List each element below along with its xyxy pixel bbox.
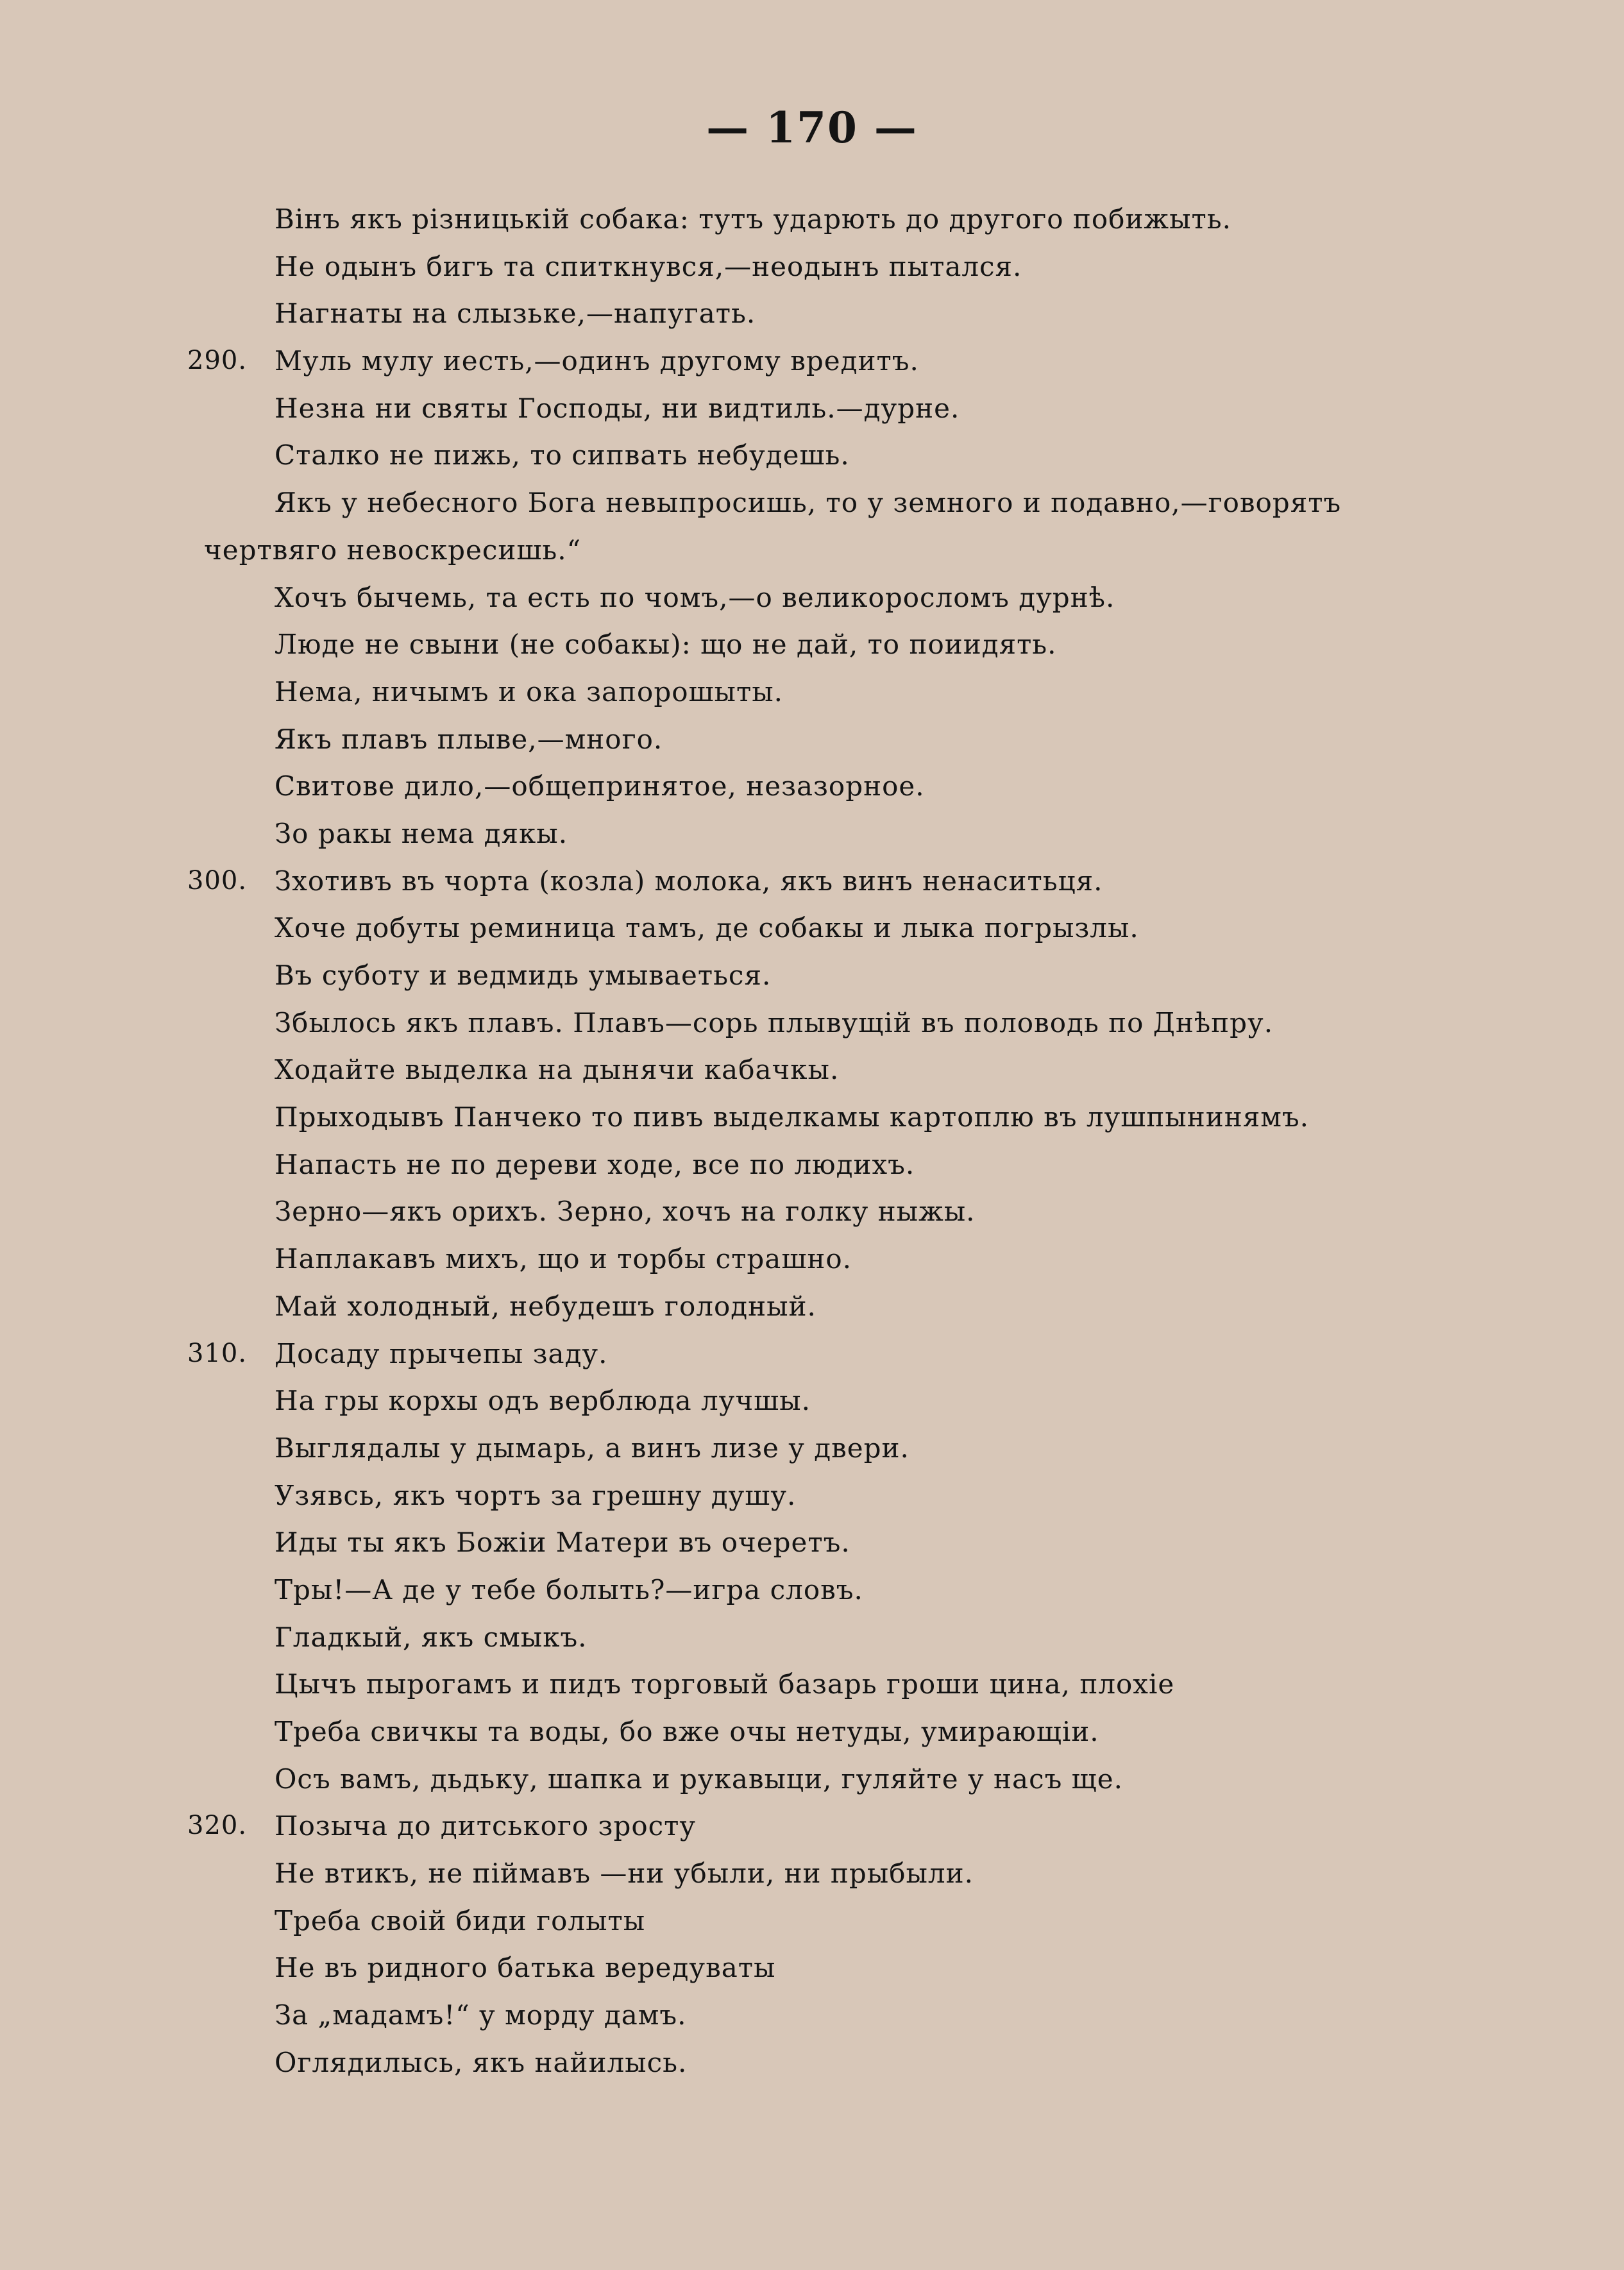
proverb-line: [0, 1897, 1624, 1945]
proverb-line: [0, 1094, 1624, 1141]
proverb-text: Не одынъ бигъ та спиткнувся,—неодынъ пытался.: [275, 250, 1022, 282]
proverb-text: Зхотивъ въ чорта (козла) молока, якъ винъ ненаситьця.: [275, 865, 1103, 897]
proverb-line: [0, 1141, 1624, 1189]
proverb-text: Ходайте выделка на дынячи кабачкы.: [275, 1054, 840, 1086]
proverb-line: [0, 999, 1624, 1047]
proverb-text: Незна ни святы Господы, ни видтиль.—дурне.: [275, 392, 960, 424]
proverb-line: [0, 432, 1624, 479]
proverb-line: [0, 1614, 1624, 1661]
proverb-line: [0, 385, 1624, 432]
proverb-text: Люде не свыни (не собакы): що не дай, то поиидять.: [275, 629, 1057, 661]
proverb-line: [0, 196, 1624, 243]
proverb-text: Наплакавъ михъ, що и торбы страшно.: [275, 1243, 852, 1275]
proverb-line: [0, 904, 1624, 952]
page-number: — 170 —: [706, 103, 918, 153]
proverb-text: Збылось якъ плавъ. Плавъ—сорь плывущiй въ половодь по Днѣпру.: [275, 1006, 1274, 1038]
proverb-line: [0, 1519, 1624, 1566]
numbered-proverb-line: [0, 1330, 1624, 1378]
numbered-proverb-line: [0, 1802, 1624, 1850]
proverb-text: Не втикъ, не пiймавъ —ни убыли, ни прыбыли.: [275, 1858, 974, 1890]
proverb-text: Позыча до дитського зросту: [275, 1810, 697, 1842]
proverb-line: [0, 763, 1624, 810]
proverb-text: Цычъ пырогамъ и пидъ торговый базарь гроши цина, плохiе: [275, 1668, 1175, 1700]
proverb-text: Осъ вамъ, дьдьку, шапка и рукавыци, гуляйте у насъ ще.: [275, 1763, 1123, 1795]
proverb-text: Напасть не по дереви ходе, все по людихъ.: [275, 1148, 915, 1180]
continuation-line: [0, 527, 1624, 574]
proverb-text: Хоче добуты реминица тамъ, де собакы и лыка погрызлы.: [275, 912, 1139, 944]
proverb-text: Муль мулу иесть,—одинъ другому вредитъ.: [275, 345, 919, 377]
proverb-line: [0, 1661, 1624, 1708]
proverb-text: Досаду прычепы заду.: [275, 1337, 608, 1369]
proverb-line: [0, 1756, 1624, 1803]
proverb-line: [0, 1425, 1624, 1472]
text-block: [0, 196, 1624, 2087]
proverb-text: чертвяго невоскресишь.“: [204, 534, 582, 566]
proverb-line: [0, 1472, 1624, 1520]
line-number: 310.: [187, 1338, 248, 1368]
proverb-text: Не въ ридного батька вередуваты: [275, 1952, 776, 1984]
proverb-text: Нема, ничымъ и ока запорошыты.: [275, 675, 783, 707]
proverb-line: [0, 1188, 1624, 1235]
proverb-text: За „мадамъ!“ у морду дамъ.: [275, 1999, 687, 2031]
proverb-line: [0, 1992, 1624, 2039]
proverb-line: [0, 1850, 1624, 1897]
proverb-line: [0, 952, 1624, 999]
proverb-text: Зерно—якъ орихъ. Зерно, хочъ на голку ныжы.: [275, 1196, 976, 1228]
line-number: 290.: [187, 346, 248, 376]
proverb-text: Зо ракы нема дякы.: [275, 817, 568, 849]
proverb-line: [0, 1566, 1624, 1614]
proverb-text: Въ суботу и ведмидь умываеться.: [275, 960, 772, 991]
proverb-line: [0, 668, 1624, 716]
proverb-line: [0, 1944, 1624, 1992]
proverb-text: Якъ у небесного Бога невыпросишь, то у земного и подавно,—говорятъ: [275, 487, 1342, 519]
proverb-line: [0, 1235, 1624, 1283]
proverb-text: Оглядилысь, якъ найилысь.: [275, 2046, 688, 2078]
numbered-proverb-line: [0, 858, 1624, 905]
proverb-text: Якъ плавъ плыве,—много.: [275, 723, 663, 755]
proverb-line: [0, 2039, 1624, 2087]
proverb-line: [0, 1046, 1624, 1094]
proverb-text: Иды ты якъ Божiи Матери въ очеретъ.: [275, 1527, 850, 1559]
line-number: 300.: [187, 865, 248, 895]
proverb-text: На гры корхы одъ верблюда лучшы.: [275, 1385, 811, 1417]
proverb-text: Узявсь, якъ чортъ за грешну душу.: [275, 1479, 797, 1511]
proverb-text: Май холодный, небудешъ голодный.: [275, 1290, 816, 1322]
proverb-text: Сталко не пижь, то сипвать небудешь.: [275, 439, 850, 471]
proverb-text: Свитове дило,—общепринятое, незазорное.: [275, 770, 925, 802]
proverb-line: [0, 1377, 1624, 1425]
proverb-text: Гладкый, якъ смыкъ.: [275, 1621, 588, 1653]
proverb-line: [0, 243, 1624, 291]
proverb-text: Выглядалы у дымарь, а винъ лизе у двери.: [275, 1432, 909, 1464]
proverb-line: [0, 290, 1624, 337]
proverb-text: Хочъ бычемь, та есть по чомъ,—о великоросломъ дурнѣ.: [275, 581, 1115, 613]
proverb-line: [0, 1283, 1624, 1330]
proverb-text: Треба свичкы та воды, бо вже очы нетуды, умирающiи.: [275, 1716, 1099, 1747]
proverb-line: [0, 716, 1624, 763]
proverb-text: Прыходывъ Панчеко то пивъ выделкамы картоплю въ лушпынинямъ.: [275, 1101, 1309, 1133]
line-number: 320.: [187, 1811, 248, 1841]
proverb-text: Вiнъ якъ рiзницькiй собака: тутъ ударють до другого побижыть.: [275, 203, 1231, 235]
proverb-line: [0, 621, 1624, 668]
numbered-proverb-line: [0, 337, 1624, 385]
proverb-text: Нагнаты на слызьке,—напугать.: [275, 298, 756, 330]
proverb-line: [0, 1708, 1624, 1756]
proverb-text: Треба своiй биди голыты: [275, 1904, 646, 1936]
proverb-text: Тры!—А де у тебе болыть?—игра словъ.: [275, 1573, 863, 1605]
proverb-line: [0, 479, 1624, 527]
proverb-line: [0, 574, 1624, 622]
proverb-line: [0, 810, 1624, 858]
